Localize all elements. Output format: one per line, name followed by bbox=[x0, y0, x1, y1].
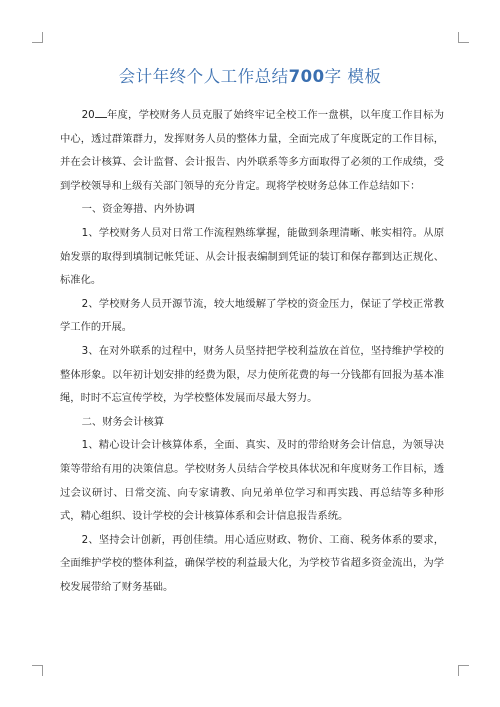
crop-mark-top-left bbox=[32, 32, 43, 43]
paragraph-1-3: 3、在对外联系的过程中，财务人员坚持把学校利益放在首位，坚持维护学校的整体形象。以年初计划安排的经费为限，尽力使所花费的每一分钱都有回报为基本准绳，时时不忘宣传学校，为学校整体发展而尽最大努力。 bbox=[60, 344, 444, 405]
title-number: 700 bbox=[288, 67, 325, 86]
document-body bbox=[60, 104, 444, 599]
paragraph-1-2: 2、学校财务人员开源节流，较大地缓解了学校的资金压力，保证了学校正常教学工作的开展。 bbox=[60, 297, 444, 334]
intro-text: 年度，学校财务人员克服了始终牢记全校工作一盘棋，以年度工作目标为中心，透过群策群力，发挥财务人员的整体力量，全面完成了年度既定的工作目标，并在会计核算、会计监督、会计报告、内外联系等多方面取得了必须的工作成绩，受到学校领导和上级有关部门领导的充分肯定。现将学校财务总体工作总结如下： bbox=[60, 109, 444, 192]
crop-mark-bottom-left bbox=[32, 665, 43, 676]
paragraph-1-1: 1、学校财务人员对日常工作流程熟练掌握，能做到条理清晰、帐实相符。从原始发票的取得到填制记帐凭证、从会计报表编制到凭证的装订和保存都到达正规化、标准化。 bbox=[60, 226, 444, 287]
title-text: 会计年终个人工作总结 bbox=[118, 67, 289, 86]
crop-mark-bottom-right bbox=[458, 665, 469, 676]
title-suffix: 字 模板 bbox=[324, 67, 382, 86]
intro-year: 20 bbox=[81, 109, 95, 121]
paragraph-2-1: 1、精心设计会计核算体系，全面、真实、及时的带给财务会计信息，为领导决策等带给有用的决策信息。学校财务人员结合学校具体状况和年度财务工作目标，透过会议研讨、日常交流、向专家请教、向兄弟单位学习和再实践、再总结等多种形式，精心组织、设计学校的会计核算体系和会计信息报告系统。 bbox=[60, 439, 444, 523]
paragraph-2-2: 2、坚持会计创新，再创佳绩。用心适应财政、物价、工商、税务体系的要求，全面维护学校的整体利益，确保学校的利益最大化，为学校节省超多资金流出，为学校发展带给了财务基础。 bbox=[60, 533, 444, 593]
section-heading-1: 一、资金筹措、内外协调 bbox=[81, 203, 195, 216]
section-heading-2: 二、财务会计核算 bbox=[81, 415, 164, 428]
intro-paragraph bbox=[60, 104, 444, 198]
year-blank bbox=[95, 107, 107, 118]
page-title bbox=[0, 63, 500, 87]
crop-mark-top-right bbox=[458, 32, 469, 43]
